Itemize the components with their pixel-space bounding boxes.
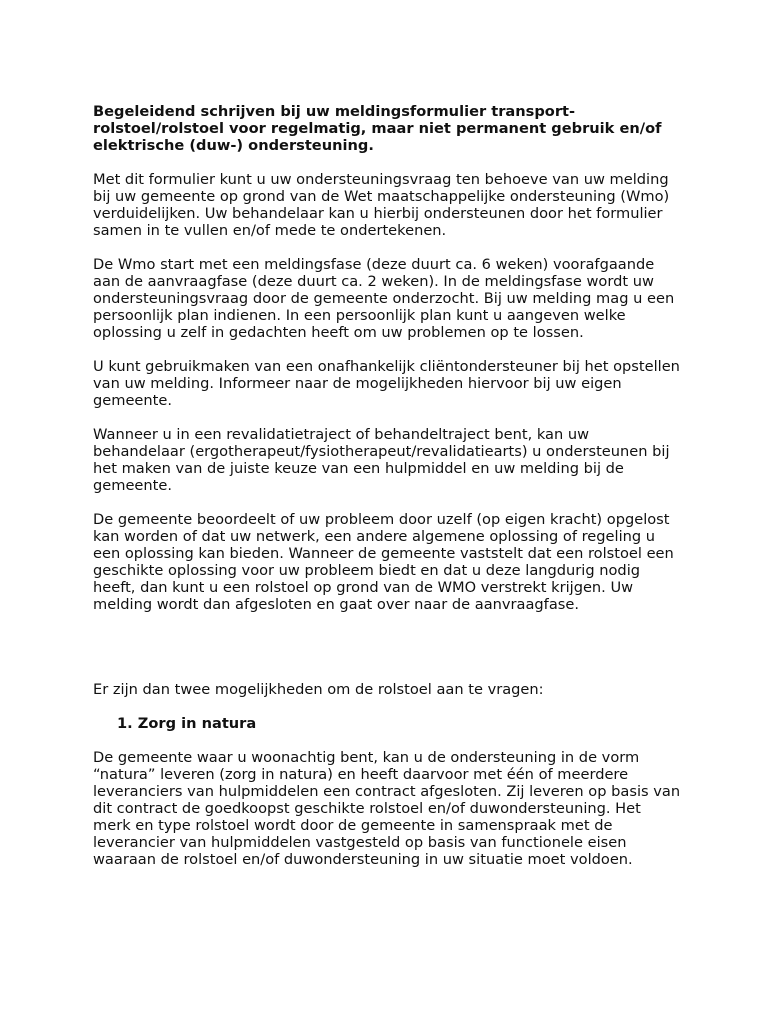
paragraph-client-support: U kunt gebruikmaken van een onafhankelijk cliëntondersteuner bij het opstellen van uw melding. Informeer naar de mogelijkheden hiervoor bij uw eigen gemeente. [93,358,680,409]
paragraph-assessment: De gemeente beoordeelt of uw probleem door uzelf (op eigen kracht) opgelost kan worden of dat uw netwerk, een andere algemene oplossing of regeling u een oplossing kan bieden. Wanneer de gemeente vaststelt dat een rolstoel een geschikte oplossing voor uw probleem biedt en dat u deze langdurig nodig heeft, dan kunt u een rolstoel op grond van de WMO verstrekt krijgen. Uw melding wordt dan afgesloten en gaat over naar de aanvraagfase. [93,511,674,613]
paragraph-form-purpose: Met dit formulier kunt u uw ondersteuningsvraag ten behoeve van uw melding bij uw gemeente op grond van de Wet maatschappelijke ondersteuning (Wmo) verduidelijken. Uw behandelaar kan u hierbij ondersteunen door het formulier samen in te vullen en/of mede te ondertekenen. [93,171,670,239]
paragraph-rehabilitation: Wanneer u in een revalidatietraject of behandeltraject bent, kan uw behandelaar (ergotherapeut/fysiotherapeut/revalidatiearts) u ondersteunen bij het maken van de juiste keuze van een hulpmiddel en uw melding bij de gemeente. [93,426,670,494]
document-body [93,103,683,885]
document-title: Begeleidend schrijven bij uw meldingsformulier transport-rolstoel/rolstoel voor regelmatig, maar niet permanent gebruik en/of elektrische (duw-) ondersteuning. [93,103,662,154]
paragraph-two-options: Er zijn dan twee mogelijkheden om de rolstoel aan te vragen: [93,681,544,698]
blank-space [93,630,683,681]
section-heading-zorg-in-natura: 1. Zorg in natura [117,715,257,732]
paragraph-zorg-in-natura: De gemeente waar u woonachtig bent, kan u de ondersteuning in de vorm “natura” leveren (zorg in natura) en heeft daarvoor met één of meerdere leveranciers van hulpmiddelen een contract afgesloten. Zij leveren op basis van dit contract de goedkoopst geschikte rolstoel en/of duwondersteuning. Het merk en type rolstoel wordt door de gemeente in samenspraak met de leverancier van hulpmiddelen vastgesteld op basis van functionele eisen waaraan de rolstoel en/of duwondersteuning in uw situatie moet voldoen. [93,749,681,868]
paragraph-wmo-phases: De Wmo start met een meldingsfase (deze duurt ca. 6 weken) voorafgaande aan de aanvraagfase (deze duurt ca. 2 weken). In de meldingsfase wordt uw ondersteuningsvraag door de gemeente onderzocht. Bij uw melding mag u een persoonlijk plan indienen. In een persoonlijk plan kunt u aangeven welke oplossing u zelf in gedachten heeft om uw problemen op te lossen. [93,256,675,341]
